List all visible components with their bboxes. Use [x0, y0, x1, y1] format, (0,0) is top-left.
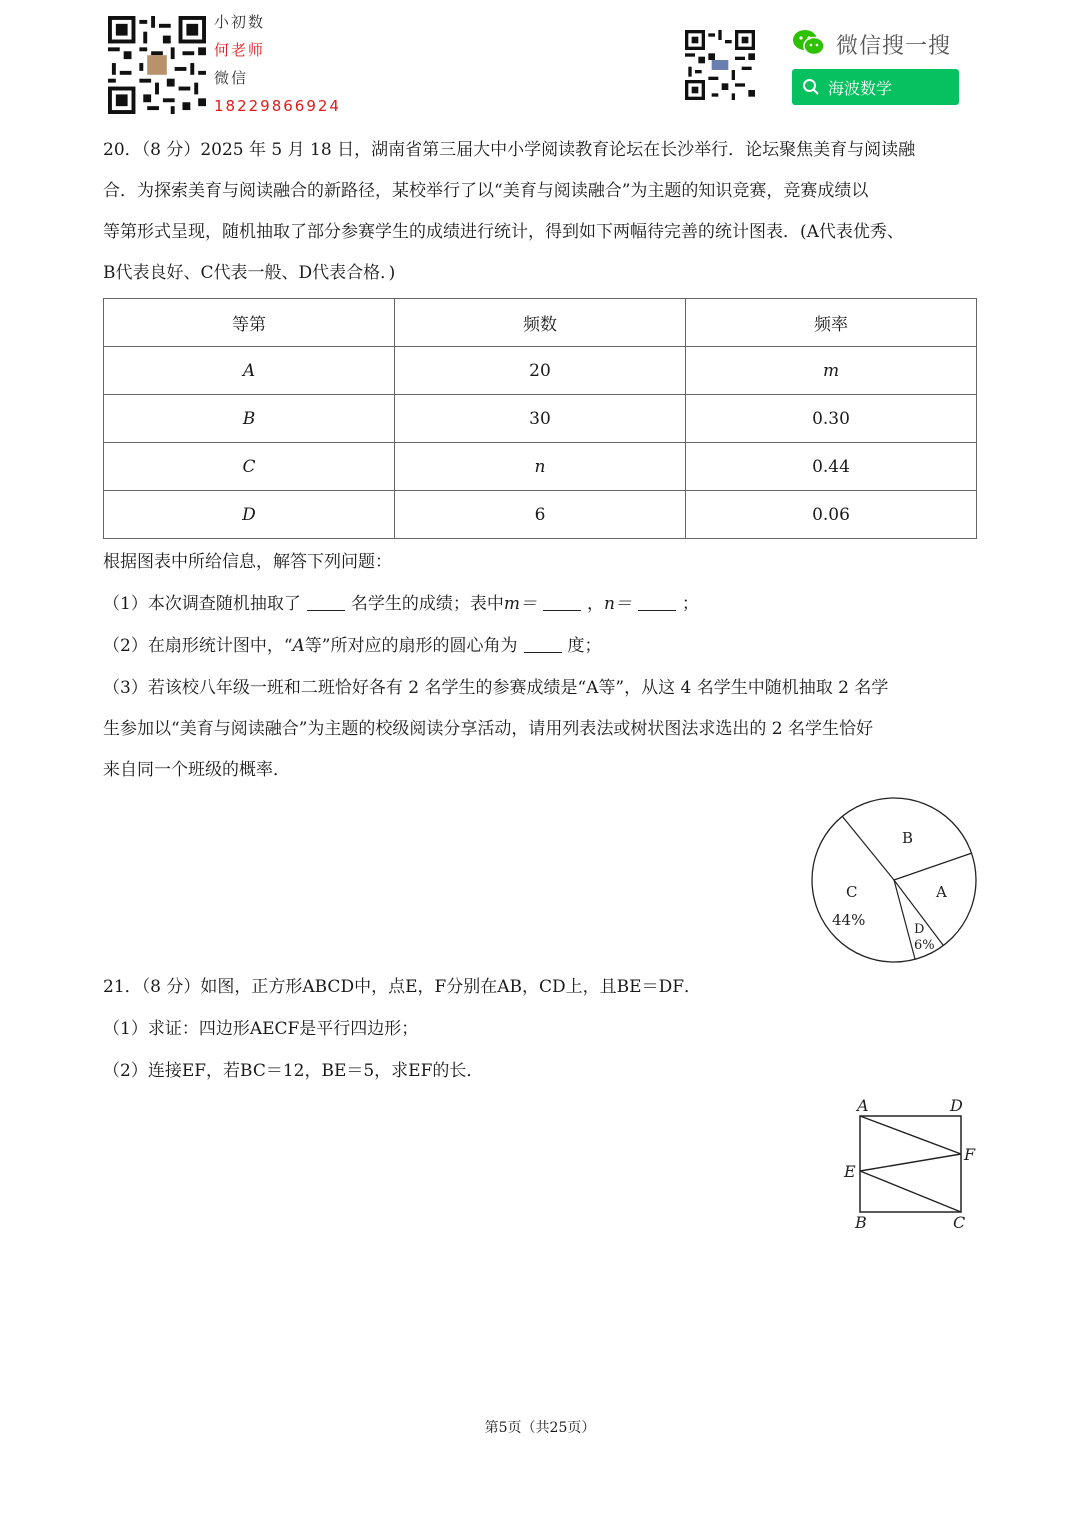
square-abcd	[860, 1116, 961, 1212]
table-cell: B	[104, 395, 395, 443]
pie-label-b: B	[902, 829, 914, 847]
pie-label-d-percent: 6%	[914, 938, 935, 953]
table-cell: 30	[395, 395, 686, 443]
qr-code-icon	[108, 16, 206, 114]
search-icon	[802, 78, 820, 96]
segment-e-c	[860, 1171, 961, 1212]
part-1-text: （1）本次调查随机抽取了	[103, 594, 301, 614]
q20-part-2	[103, 626, 602, 667]
part-2-end: 度；	[567, 636, 602, 656]
part-3-line-3: 来自同一个班级的概率．	[103, 760, 290, 780]
q20-line-1: 20．（8 分）2025 年 5 月 18 日，湖南省第三届大中小学阅读教育论坛在长沙举行．论坛聚焦美育与阅读融	[103, 140, 916, 160]
table-cell: 0.30	[686, 395, 977, 443]
table-cell: C	[104, 443, 395, 491]
answer-blank[interactable]	[307, 588, 345, 611]
search-button[interactable]	[792, 69, 959, 105]
table-header: 等第	[104, 299, 395, 347]
part-2-text: 等”所对应的扇形的圆心角为	[304, 636, 518, 656]
wechat-search-title: 微信搜一搜	[836, 34, 952, 59]
segment-a-f	[860, 1116, 961, 1154]
q20-part-1	[103, 584, 699, 625]
table-cell: 20	[395, 347, 686, 395]
part-1-text: 名学生的成绩；表中	[350, 594, 504, 614]
table-row	[104, 443, 977, 491]
watermark-line-1: 小初数	[214, 13, 266, 31]
pie-label-a: A	[936, 883, 947, 901]
q21-stem	[103, 966, 701, 1092]
wechat-qr-code	[685, 30, 755, 100]
q20-intro: 根据图表中所给信息，解答下列问题：	[103, 552, 392, 572]
point-label-f: F	[964, 1145, 976, 1164]
part-3-line-2: 生参加以“美育与阅读融合”为主题的校级阅读分享活动，请用列表法或树状图法求选出的 2 名学生恰好	[103, 719, 874, 739]
table-header: 频率	[686, 299, 977, 347]
vertex-label-a: A	[857, 1096, 869, 1115]
part-3-line-1: （3）若该校八年级一班和二班恰好各有 2 名学生的参赛成绩是“A等”，从这 4 名学生中随机抽取 2 名学	[103, 678, 889, 698]
search-button-label: 海波数学	[828, 78, 893, 98]
wechat-icon	[792, 28, 826, 58]
answer-blank[interactable]	[543, 588, 581, 611]
vertex-label-d: D	[950, 1096, 963, 1115]
vertex-label-b: B	[855, 1213, 867, 1232]
table-row	[104, 347, 977, 395]
part-1-sep: ，	[586, 594, 604, 614]
watermark-qr-code	[108, 16, 206, 114]
qr-code-icon	[685, 30, 755, 100]
table-header-row	[104, 299, 977, 347]
q21-line-3: （2）连接EF，若BC＝12，BE＝5，求EF的长．	[103, 1061, 484, 1081]
part-2-var: A	[292, 636, 305, 656]
table-header: 频数	[395, 299, 686, 347]
q20-stem	[103, 130, 979, 294]
table-cell: 6	[395, 491, 686, 539]
q20-part-3	[103, 668, 979, 791]
watermark-line-3: 微信	[214, 69, 249, 87]
square-figure	[838, 1092, 984, 1234]
answer-blank[interactable]	[524, 630, 562, 653]
table-cell: D	[104, 491, 395, 539]
pie-label-d: D	[914, 922, 925, 937]
pie-label-c: C	[846, 883, 858, 901]
watermark-line-2: 何老师	[214, 41, 266, 59]
part-2-text: （2）在扇形统计图中，“	[103, 636, 293, 656]
table-cell: m	[686, 347, 977, 395]
pie-chart-figure	[806, 792, 982, 968]
q20-line-3: 等第形式呈现，随机抽取了部分参赛学生的成绩进行统计，得到如下两幅待完善的统计图表．(A代表优秀、	[103, 222, 904, 242]
part-1-m: m＝	[503, 594, 537, 614]
table-cell: 0.06	[686, 491, 977, 539]
page-number: 第5页（共25页）	[484, 1420, 596, 1436]
q21-line-1: 21．（8 分）如图，正方形ABCD中，点E，F分别在AB，CD上，且BE＝DF．	[103, 977, 702, 997]
table-row	[104, 395, 977, 443]
segment-e-f	[860, 1154, 961, 1171]
q20-line-4: B代表良好、C代表一般、D代表合格．)	[103, 263, 396, 283]
part-1-end: ；	[681, 594, 699, 614]
frequency-table	[103, 298, 977, 539]
answer-blank[interactable]	[638, 588, 676, 611]
table-cell: A	[104, 347, 395, 395]
pie-label-c-percent: 44%	[832, 911, 866, 929]
q20-line-2: 合．为探索美育与阅读融合的新路径，某校举行了以“美育与阅读融合”为主题的知识竞赛，竞赛成绩以	[103, 181, 869, 201]
watermark-phone: 18229866924	[214, 97, 341, 115]
vertex-label-c: C	[953, 1213, 966, 1232]
point-label-e: E	[844, 1162, 856, 1181]
table-cell: n	[395, 443, 686, 491]
table-cell: 0.44	[686, 443, 977, 491]
watermark-text	[214, 8, 341, 120]
q21-line-2: （1）求证：四边形AECF是平行四边形；	[103, 1019, 419, 1039]
table-row	[104, 491, 977, 539]
part-1-n: n＝	[603, 594, 632, 614]
